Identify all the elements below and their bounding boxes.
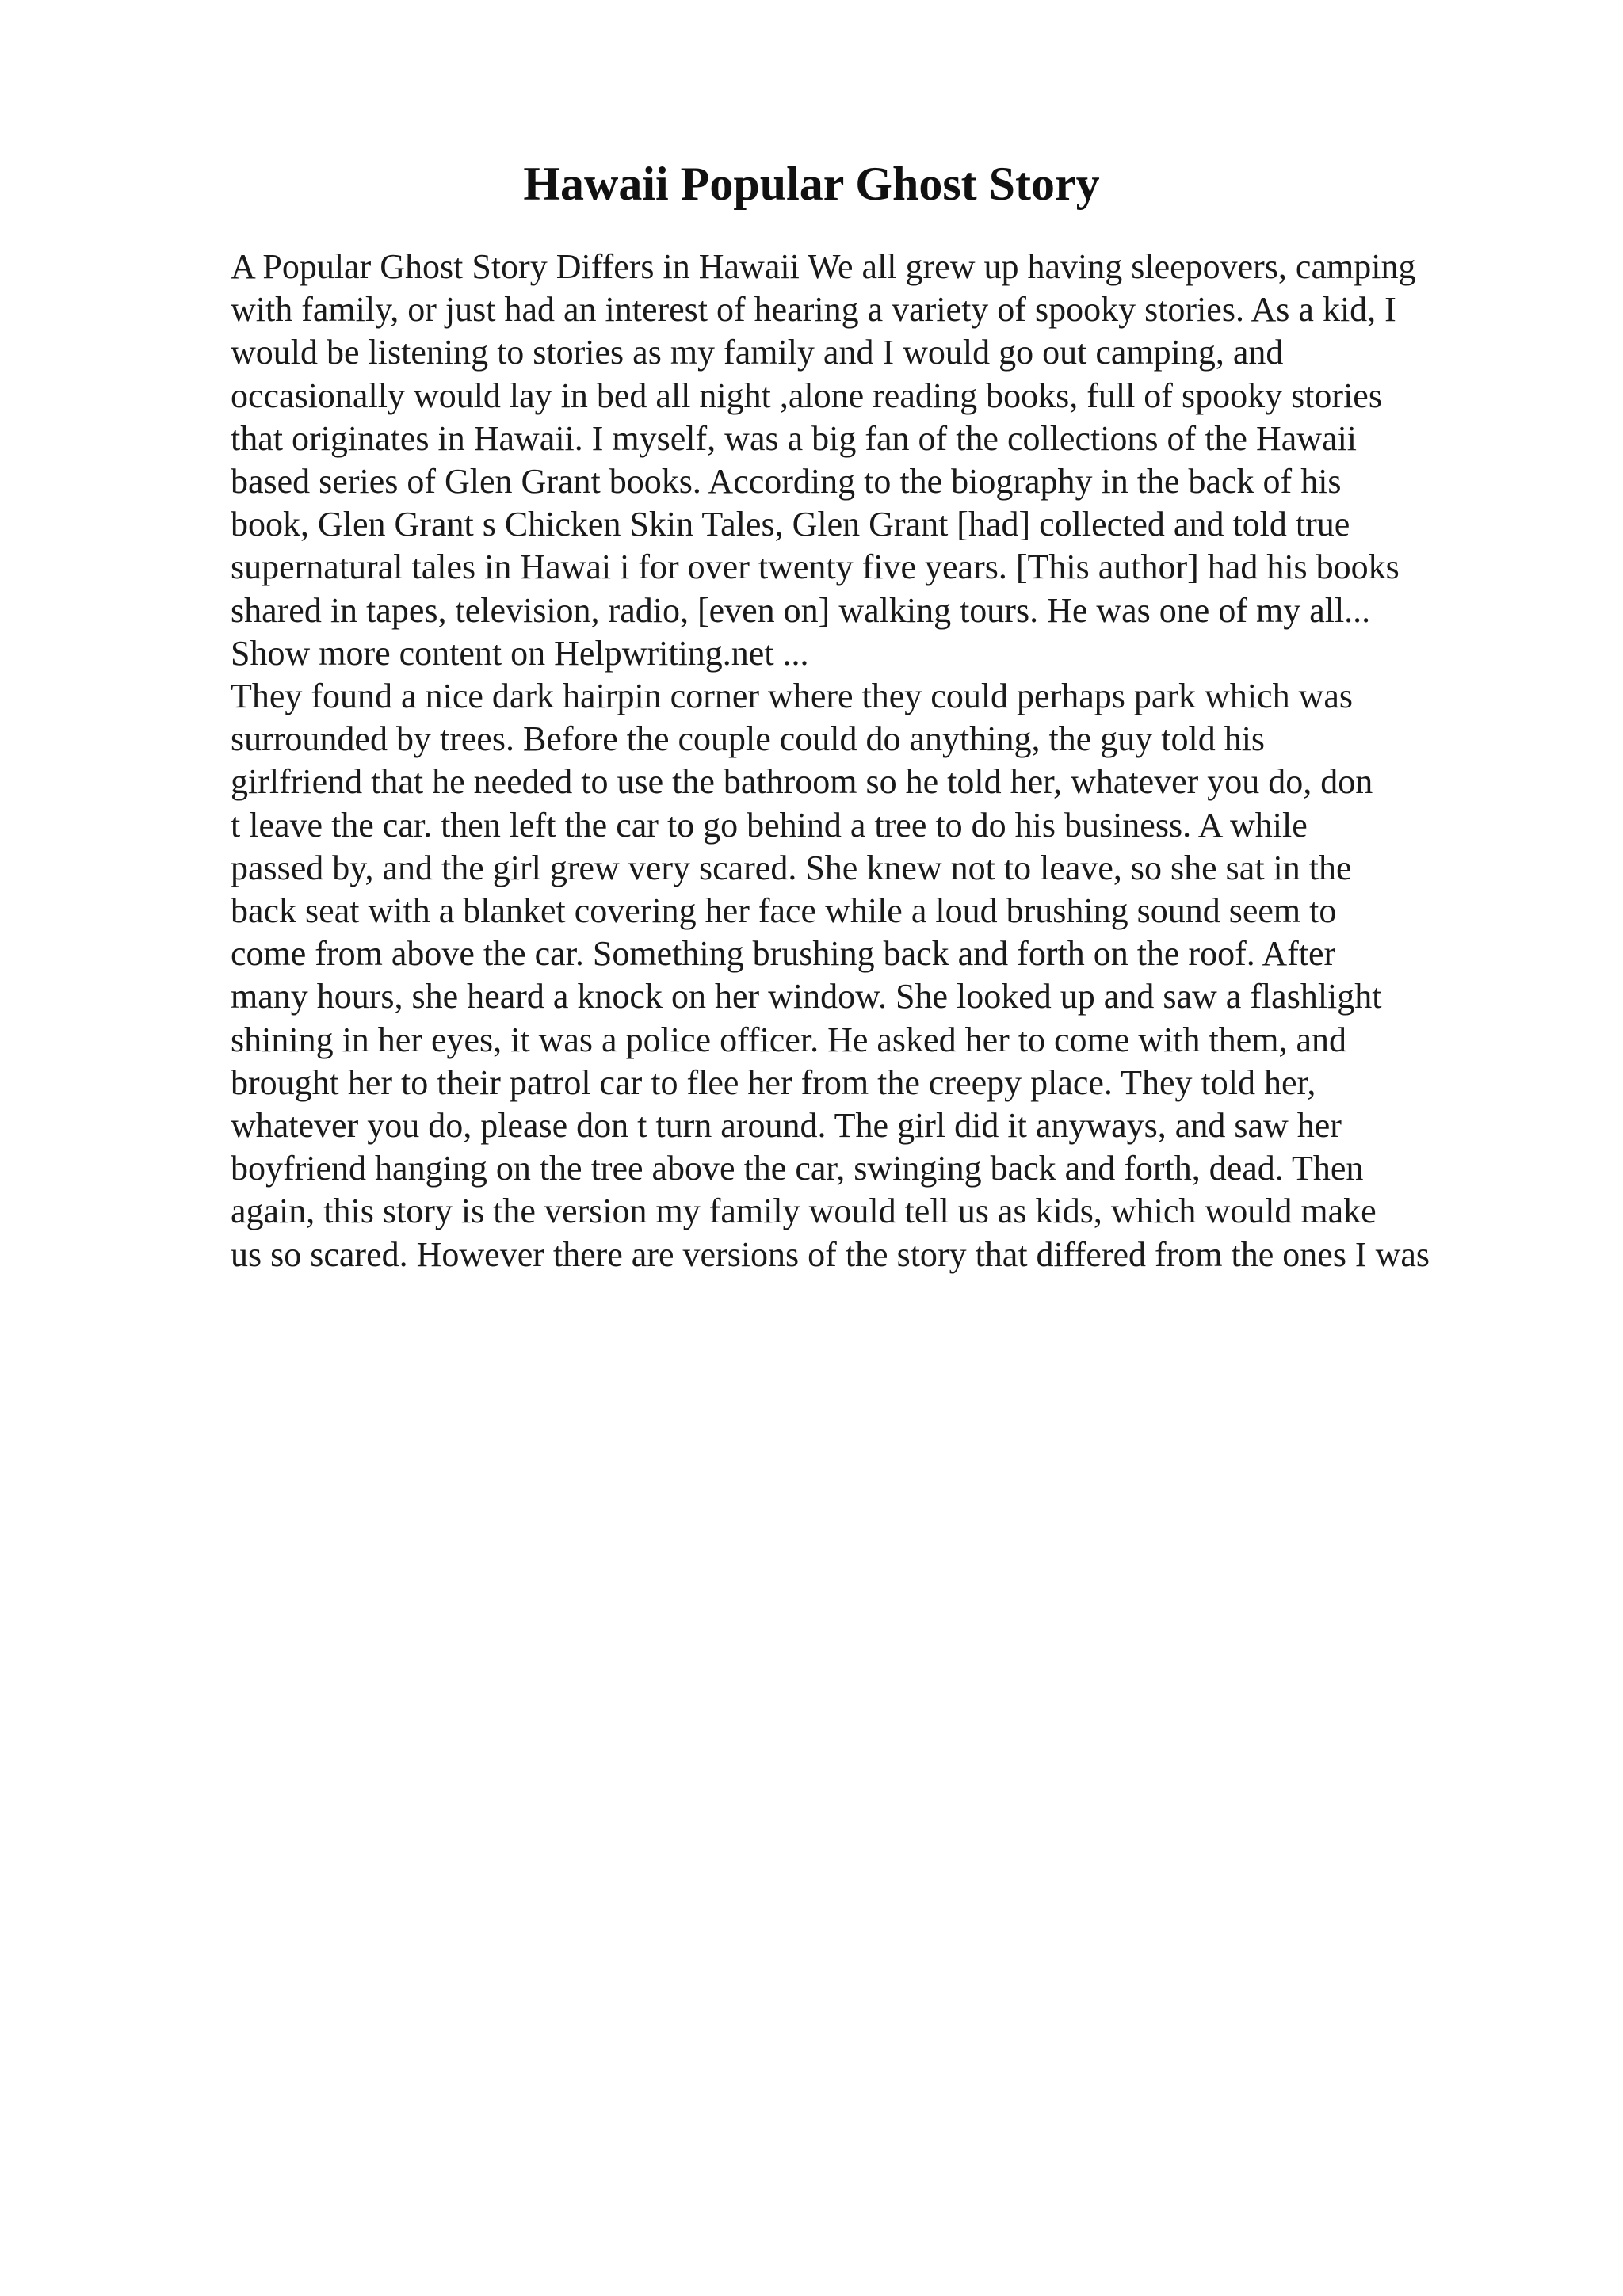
body-line: based series of Glen Grant books. According to the biography in the back of his — [231, 462, 1342, 502]
body-line: shared in tapes, television, radio, [even on] walking tours. He was one of my all... — [231, 590, 1371, 630]
body-line: shining in her eyes, it was a police officer. He asked her to come with them, and — [231, 1020, 1346, 1059]
body-line: t leave the car. then left the car to go behind a tree to do his business. A while — [231, 805, 1308, 845]
body-line: boyfriend hanging on the tree above the car, swinging back and forth, dead. Then — [231, 1149, 1364, 1188]
body-line: passed by, and the girl grew very scared. She knew not to leave, so she sat in the — [231, 848, 1352, 887]
body-line: that originates in Hawaii. I myself, was a big fan of the collections of the Hawaii — [231, 418, 1358, 458]
body-line: whatever you do, please don t turn around. The girl did it anyways, and saw her — [231, 1106, 1342, 1146]
body-line: occasionally would lay in bed all night ,alone reading books, full of spooky stories — [231, 376, 1382, 415]
body-line: would be listening to stories as my family and I would go out camping, and — [231, 333, 1284, 372]
body-line: supernatural tales in Hawai i for over twenty five years. [This author] had his books — [231, 547, 1400, 587]
document-title: Hawaii Popular Ghost Story — [523, 158, 1100, 210]
body-line: A Popular Ghost Story Differs in Hawaii We all grew up having sleepovers, camping — [231, 247, 1416, 286]
body-line: brought her to their patrol car to flee her from the creepy place. They told her, — [231, 1062, 1316, 1102]
body-line: surrounded by trees. Before the couple could do anything, the guy told his — [231, 719, 1266, 759]
body-line: come from above the car. Something brushing back and forth on the roof. After — [231, 934, 1336, 974]
body-line: girlfriend that he needed to use the bathroom so he told her, whatever you do, don — [231, 762, 1373, 802]
show-more-line: Show more content on Helpwriting.net ... — [231, 633, 809, 673]
body-line: us so scared. However there are versions of the story that differed from the ones I was — [231, 1234, 1430, 1274]
body-line: back seat with a blanket covering her face while a loud brushing sound seem to — [231, 891, 1337, 931]
body-line: many hours, she heard a knock on her window. She looked up and saw a flashlight — [231, 977, 1382, 1016]
document-body — [231, 246, 1578, 1276]
body-line: They found a nice dark hairpin corner where they could perhaps park which was — [231, 677, 1354, 716]
body-line: with family, or just had an interest of hearing a variety of spooky stories. As a kid, I — [231, 290, 1396, 330]
body-line: again, this story is the version my family would tell us as kids, which would make — [231, 1192, 1377, 1231]
body-line: book, Glen Grant s Chicken Skin Tales, Glen Grant [had] collected and told true — [231, 505, 1350, 544]
